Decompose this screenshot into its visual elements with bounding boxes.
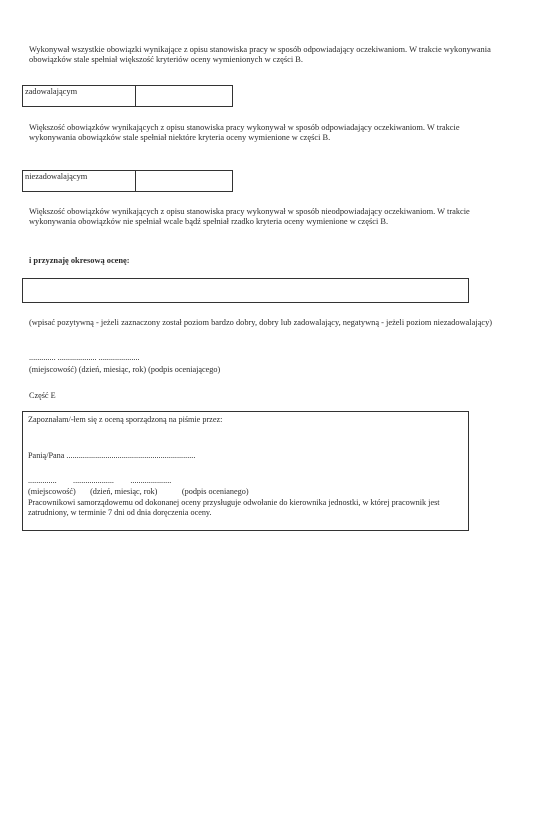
rating-checkbox-satisfactory[interactable]: [136, 86, 232, 106]
rating-row-satisfactory: [22, 85, 233, 107]
employee-signature-dots[interactable]: .............. .................... ....................: [28, 476, 172, 485]
evaluator-name-line[interactable]: Panią/Pana ...............................................................: [28, 451, 196, 460]
paragraph-good: Wykonywał wszystkie obowiązki wynikające z opisu stanowiska pracy w sposób odpowiadający oczekiwaniom. W trakcie wykonywania obowiązków stale spełniał większość kryteriów oceny wymienionych w części B.: [29, 45, 491, 65]
evaluator-signature-labels: (miejscowość) (dzień, miesiąc, rok) (podpis oceniającego): [29, 365, 221, 374]
rating-label-unsatisfactory: niezadowalającym: [23, 171, 136, 191]
assessment-prompt: i przyznaję okresową ocenę:: [29, 256, 130, 265]
paragraph-unsatisfactory: Większość obowiązków wynikających z opisu stanowiska pracy wykonywał w sposób nieodpowiadający oczekiwaniom. W trakcie wykonywania obowiązków nie spełniał wcale bądź spełniał rzadko kryteria oceny wymienione w części B.: [29, 207, 470, 227]
section-e-box: [22, 411, 469, 531]
employee-signature-labels: (miejscowość) (dzień, miesiąc, rok) (podpis ocenianego): [28, 487, 249, 496]
rating-row-unsatisfactory: [22, 170, 233, 192]
section-e-heading: Część E: [29, 391, 56, 400]
rating-label-satisfactory: zadowalającym: [23, 86, 136, 106]
assessment-field[interactable]: [22, 278, 469, 303]
appeal-notice: Pracownikowi samorządowemu od dokonanej oceny przysługuje odwołanie do kierownika jednostki, w której pracownik jest zatrudniony, w terminie 7 dni od dnia doręczenia oceny.: [28, 498, 440, 518]
assessment-instruction: (wpisać pozytywną - jeżeli zaznaczony został poziom bardzo dobry, dobry lub zadowalający, negatywną - jeżeli poziom niezadowalający): [29, 318, 493, 327]
rating-checkbox-unsatisfactory[interactable]: [136, 171, 232, 191]
paragraph-satisfactory: Większość obowiązków wynikających z opisu stanowiska pracy wykonywał w sposób odpowiadający oczekiwaniom. W trakcie wykonywania obowiązków stale spełniał niektóre kryteria oceny wymienione w części B.: [29, 123, 460, 143]
acknowledgement-text: Zapoznałam/-łem się z oceną sporządzoną na piśmie przez:: [28, 415, 223, 424]
evaluator-signature-dots[interactable]: ............. ................... ....................: [29, 353, 140, 362]
